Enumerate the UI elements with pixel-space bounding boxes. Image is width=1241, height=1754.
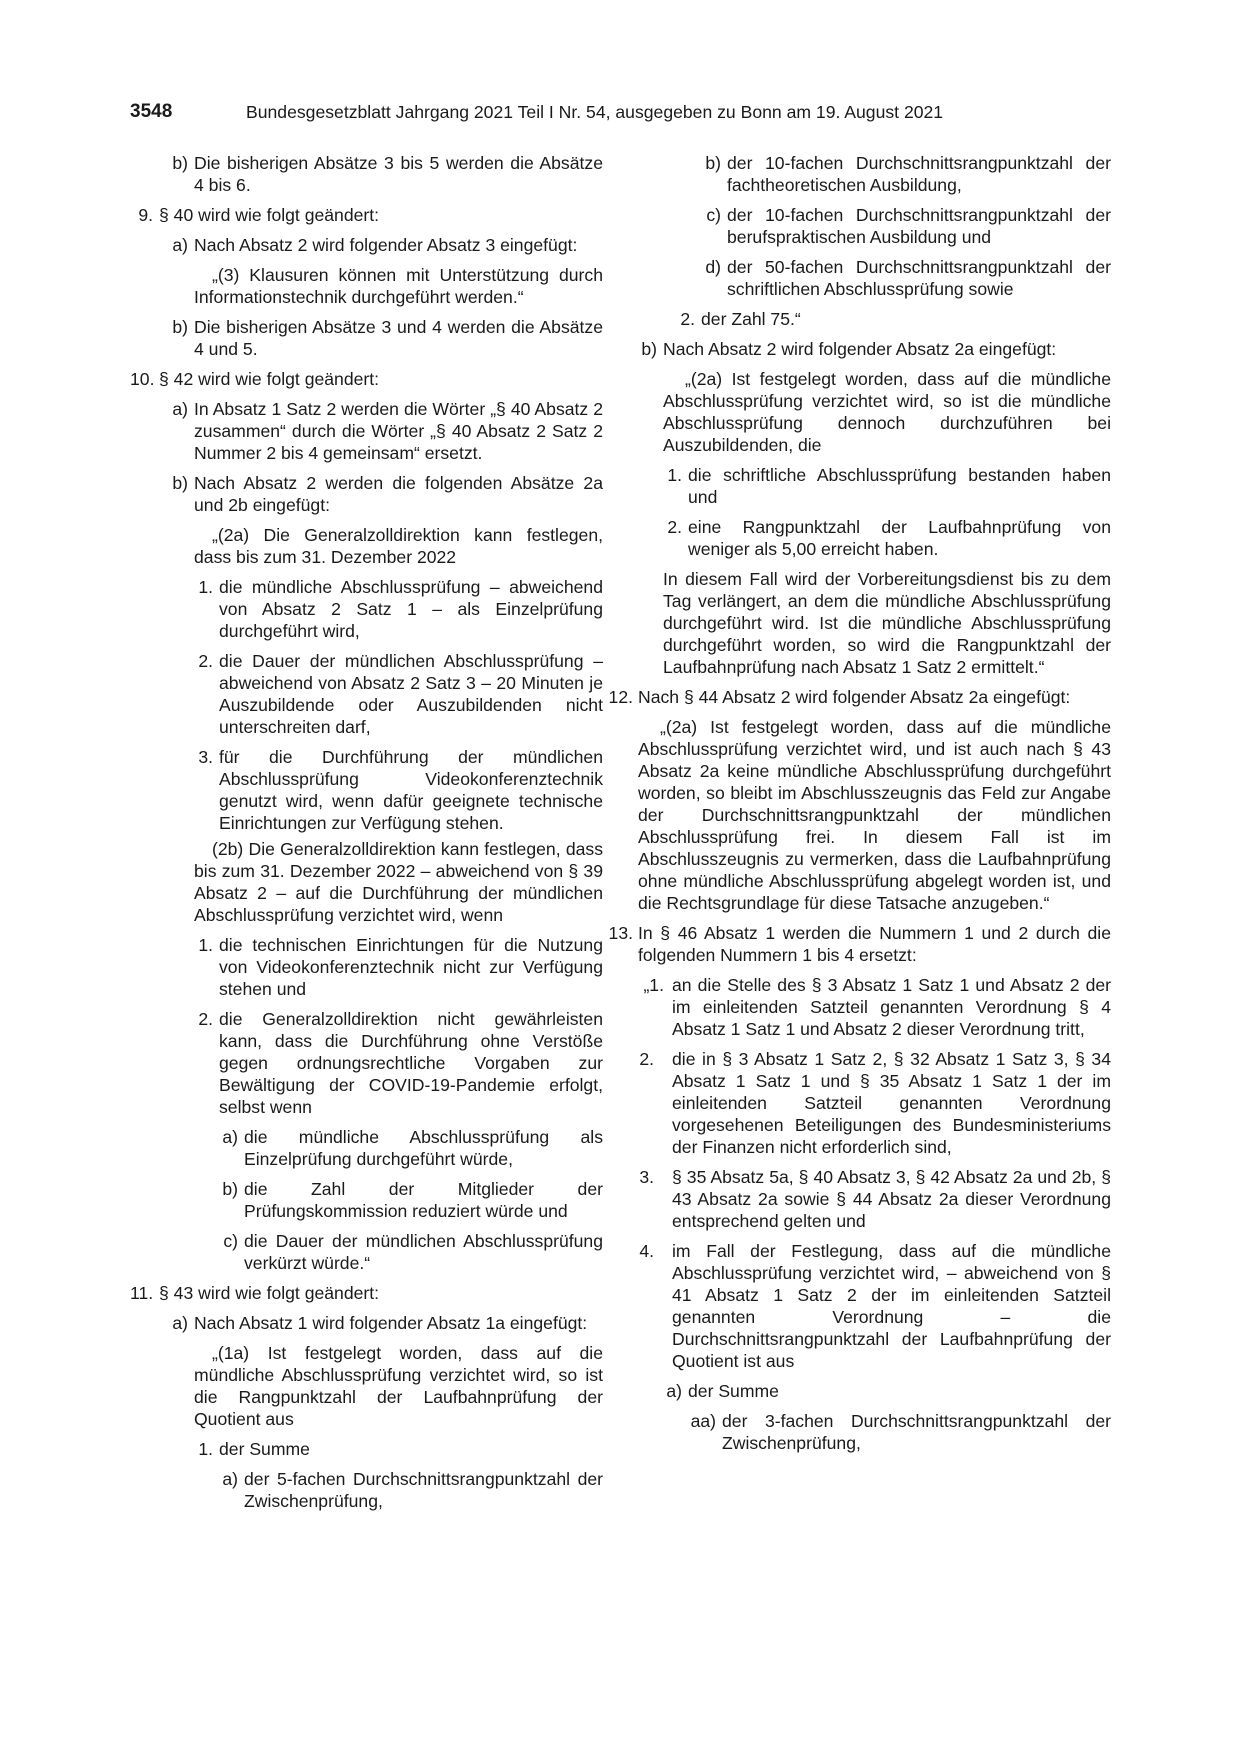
list-item: a) die mündliche Abschlussprüfung als Einzelprüfung durchgeführt würde, — [222, 1127, 603, 1169]
list-item: 13. In § 46 Absatz 1 werden die Nummern 1 und 2 durch die folgenden Nummern 1 bis 4 ersetzt: — [608, 923, 1111, 965]
list-item: a) Nach Absatz 1 wird folgender Absatz 1a eingefügt: — [172, 1313, 588, 1333]
list-item: b) Die bisherigen Absätze 3 und 4 werden die Absätze 4 und 5. — [172, 317, 603, 359]
quoted-paragraph: „(2a) Ist festgelegt worden, dass auf die mündliche Abschlussprüfung verzichtet wird, so ist die mündliche Abschlussprüfung dennoch durchzuführen bei Auszubildenden, die — [663, 369, 1111, 455]
list-item: „1. an die Stelle des § 3 Absatz 1 Satz 1 und Absatz 2 der im einleitenden Satzteil genannten Verordnung § 4 Absatz 1 Satz 1 und Absatz 2 dieser Verordnung tritt, — [643, 975, 1111, 1039]
list-item: 2. die Generalzolldirektion nicht gewährleisten kann, dass die Durchführung ohne Verstöße gegen ordnungsrechtliche Vorgaben zur Bewältigung der COVID-19-Pandemie erfolgt, selbst wenn — [198, 1009, 603, 1117]
list-item: a) Nach Absatz 2 wird folgender Absatz 3 eingefügt: — [172, 235, 578, 255]
list-item: 4. im Fall der Festlegung, dass auf die mündliche Abschlussprüfung verzichtet wird, – abweichend von § 41 Absatz 1 Satz 2 der im einleitenden Satzteil genannten Verordnung – die Durchschnittsrangpunktzahl der Laufbahnprüfung der Quotient ist aus — [639, 1241, 1111, 1371]
list-item: 10. § 42 wird wie folgt geändert: — [130, 369, 380, 389]
list-item: 1. die schriftliche Abschlussprüfung bestanden haben und — [667, 465, 1111, 507]
list-item: aa) der 3-fachen Durchschnittsrangpunktzahl der Zwischenprüfung, — [690, 1411, 1111, 1453]
list-item: 2. eine Rangpunktzahl der Laufbahnprüfung von weniger als 5,00 erreicht haben. — [667, 517, 1111, 559]
left-column — [130, 152, 603, 1520]
list-item: d) der 50-fachen Durchschnittsrangpunktzahl der schriftlichen Abschlussprüfung sowie — [705, 257, 1111, 299]
quoted-paragraph: „(1a) Ist festgelegt worden, dass auf die mündliche Abschlussprüfung verzichtet wird, so ist die Rangpunktzahl der Laufbahnprüfung der Quotient aus — [194, 1343, 603, 1429]
page-number: 3548 — [130, 101, 173, 122]
list-item: b) Nach Absatz 2 werden die folgenden Absätze 2a und 2b eingefügt: — [172, 473, 603, 515]
page-header — [130, 101, 1111, 127]
quoted-paragraph: „(2a) Die Generalzolldirektion kann festlegen, dass bis zum 31. Dezember 2022 — [194, 525, 603, 567]
right-column — [608, 152, 1111, 1462]
list-item: b) der 10-fachen Durchschnittsrangpunktzahl der fachtheoretischen Ausbildung, — [705, 153, 1111, 195]
list-item: 3. § 35 Absatz 5a, § 40 Absatz 3, § 42 Absatz 2a und 2b, § 43 Absatz 2a sowie § 44 Absatz 2a dieser Verordnung entsprechend gelten und — [639, 1167, 1111, 1231]
quoted-paragraph: (2b) Die Generalzolldirektion kann festlegen, dass bis zum 31. Dezember 2022 – abweichend von § 39 Absatz 2 – auf die Durchführung der mündlichen Abschlussprüfung verzichtet wird, wenn — [194, 839, 603, 925]
quoted-paragraph: „(3) Klausuren können mit Unterstützung durch Informationstechnik durchgeführt werden.“ — [194, 265, 603, 307]
list-item: 12. Nach § 44 Absatz 2 wird folgender Absatz 2a eingefügt: — [608, 687, 1071, 707]
list-item: 2. die in § 3 Absatz 1 Satz 2, § 32 Absatz 1 Satz 3, § 34 Absatz 1 Satz 1 und § 35 Absatz 1 Satz 1 der im einleitenden Satzteil genannten Verordnung vorgesehenen Beteiligungen des Bundesministeriums der Finanzen nicht erforderlich sind, — [639, 1049, 1111, 1157]
list-item: b) die Zahl der Mitglieder der Prüfungskommission reduziert würde und — [222, 1179, 603, 1221]
list-item: a) der 5-fachen Durchschnittsrangpunktzahl der Zwischenprüfung, — [222, 1469, 603, 1511]
list-item: 3. für die Durchführung der mündlichen Abschlussprüfung Videokonferenztechnik genutzt wird, wenn dafür geeignete technische Einrichtungen zur Verfügung stehen. — [198, 747, 603, 833]
paragraph: In diesem Fall wird der Vorbereitungsdienst bis zu dem Tag verlängert, an dem die mündliche Abschlussprüfung durchgeführt wird. Ist die mündliche Abschlussprüfung durchgeführt worden, so wird die Rangpunktzahl der Laufbahnprüfung nach Absatz 1 Satz 2 ermittelt.“ — [663, 569, 1111, 677]
quoted-paragraph: „(2a) Ist festgelegt worden, dass auf die mündliche Abschlussprüfung verzichtet wird, und ist auch nach § 43 Absatz 2a keine mündliche Abschlussprüfung durchgeführt worden, so bleibt im Abschlusszeugnis das Feld zur Angabe der Durchschnittsrangpunktzahl der mündlichen Abschlussprüfung frei. In diesem Fall ist im Abschlusszeugnis zu vermerken, dass die Laufbahnprüfung ohne mündliche Abschlussprüfung abgelegt worden ist, und die Rechtsgrundlage für diese Tatsache anzugeben.“ — [638, 717, 1111, 913]
list-item: 2. der Zahl 75.“ — [680, 309, 801, 329]
header-title: Bundesgesetzblatt Jahrgang 2021 Teil I Nr. 54, ausgegeben zu Bonn am 19. August 2021 — [246, 102, 944, 122]
list-item: a) In Absatz 1 Satz 2 werden die Wörter „§ 40 Absatz 2 zusammen“ durch die Wörter „§ 40 Absatz 2 Satz 2 Nummer 2 bis 4 gemeinsam“ ersetzt. — [172, 399, 603, 463]
list-item: 2. die Dauer der mündlichen Abschlussprüfung – abweichend von Absatz 2 Satz 3 – 20 Minuten je Auszubildende oder Auszubildenden nicht unterschreiten darf, — [198, 651, 603, 737]
list-item: 11. § 43 wird wie folgt geändert: — [130, 1283, 380, 1303]
list-item: c) die Dauer der mündlichen Abschlussprüfung verkürzt würde.“ — [223, 1231, 603, 1273]
list-item: b) Nach Absatz 2 wird folgender Absatz 2a eingefügt: — [641, 339, 1057, 359]
list-item: a) der Summe — [666, 1381, 779, 1401]
list-item: 9. § 40 wird wie folgt geändert: — [138, 205, 380, 225]
list-item: 1. die mündliche Abschlussprüfung – abweichend von Absatz 2 Satz 1 – als Einzelprüfung durchgeführt wird, — [198, 577, 603, 641]
list-item: 1. die technischen Einrichtungen für die Nutzung von Videokonferenztechnik nicht zur Verfügung stehen und — [198, 935, 603, 999]
list-item: c) der 10-fachen Durchschnittsrangpunktzahl der berufspraktischen Ausbildung und — [706, 205, 1111, 247]
list-item: b) Die bisherigen Absätze 3 bis 5 werden die Absätze 4 bis 6. — [172, 153, 603, 195]
list-item: 1. der Summe — [198, 1439, 310, 1459]
